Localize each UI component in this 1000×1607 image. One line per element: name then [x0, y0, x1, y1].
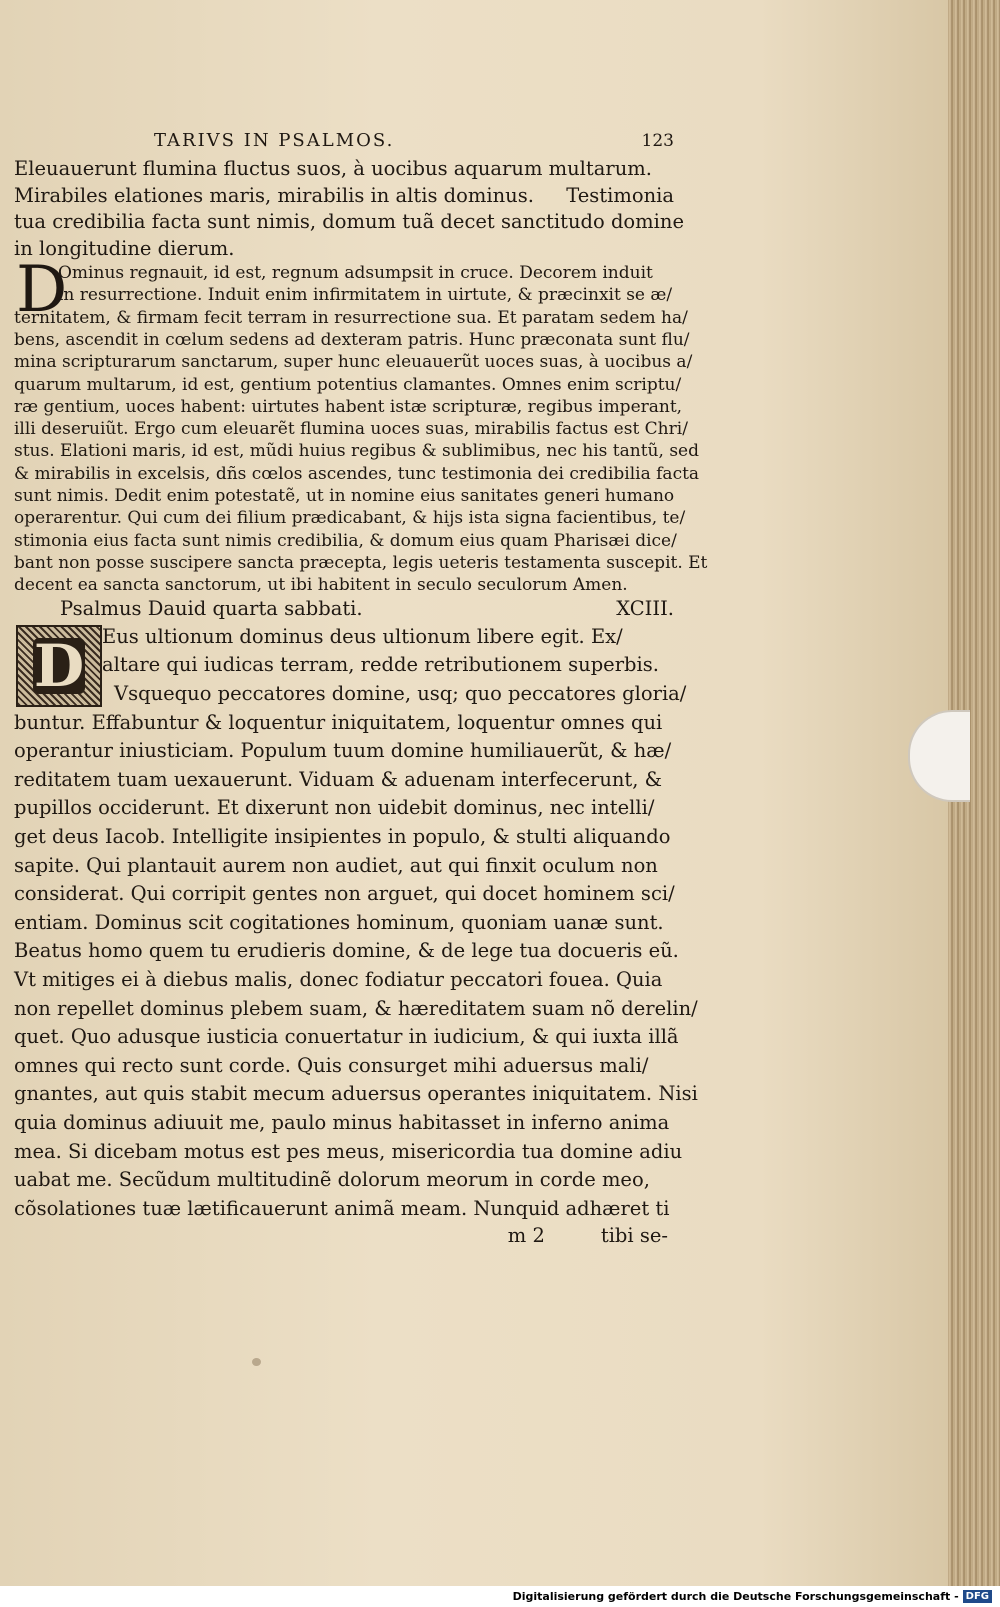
psalm-line: pupillos occiderunt. Et dixerunt non uidebit dominus, nec intelli/ [14, 796, 655, 820]
folio-number: 123 [641, 131, 674, 151]
psalm-line: reditatem tuam uexauerunt. Viduam & aduenam interfecerunt, & [14, 767, 663, 791]
paper-hole [252, 1358, 261, 1366]
commentary-line: decent ea sancta sanctorum, ut ibi habitent in seculo seculorum Amen. [14, 575, 628, 596]
commentary-line: in resurrectione. Induit enim infirmitatem in uirtute, & præcinxit se æ/ [58, 285, 673, 306]
psalm-line: gnantes, aut quis stabit mecum aduersus operantes iniquitatem. Nisi [14, 1082, 698, 1106]
psalm-line: sapite. Qui plantauit aurem non audiet, aut qui finxit oculum non [14, 853, 658, 877]
commentary-line: sunt nimis. Dedit enim potestatẽ, ut in nomine eius sanitates generi humano [14, 486, 675, 506]
catch-line [14, 1223, 674, 1249]
commentary-line: ternitatem, & firmam fecit terram in resurrectione sua. Et paratam sedem ha/ [14, 307, 688, 328]
psalm-line: uabat me. Secũdum multitudinẽ dolorum meorum in corde meo, [14, 1168, 650, 1192]
ornate-initial-letter: D [33, 631, 85, 700]
verse-line [14, 183, 674, 209]
psalm-line: altare qui iudicas terram, redde retributionem superbis. [102, 653, 659, 677]
footer-bar [0, 1586, 1000, 1607]
verse-text: Mirabiles elationes maris, mirabilis in altis dominus. [14, 183, 534, 207]
commentary-line: stimonia eius facta sunt nimis credibilia, & domum eius quam Pharisæi dice/ [14, 530, 677, 551]
verse-line [14, 209, 684, 235]
commentary-line: quarum multarum, id est, gentium potentius clamantes. Omnes enim scriptu/ [14, 374, 682, 395]
commentary-line: mina scripturarum sanctarum, super hunc eleuauerũt uoces suas, à uocibus a/ [14, 352, 693, 373]
commentary-dropcap: D [16, 253, 68, 328]
psalm-line: Beatus homo quem tu erudieris domine, & de lege tua docueris eũ. [14, 939, 679, 963]
verse-text: in longitudine dierum. [14, 236, 235, 260]
psalm-line: mea. Si dicebam motus est pes meus, misericordia tua domine adiu [14, 1139, 683, 1163]
commentary-line: & mirabilis in excelsis, dñs cœlos ascendes, tunc testimonia dei credibilia facta [14, 463, 700, 484]
psalm-line: non repellet dominus plebem suam, & hæreditatem suam nõ derelin/ [14, 996, 698, 1020]
psalm-line: entiam. Dominus scit cogitationes hominum, quoniam uanæ sunt. [14, 910, 664, 934]
psalm-line: considerat. Qui corripit gentes non arguet, qui docet hominem sci/ [14, 882, 675, 906]
psalm-heading [14, 596, 674, 622]
psalm-number: XCIII. [616, 597, 674, 621]
psalm-line: get deus Iacob. Intelligite insipientes in populo, & stulti aliquando [14, 825, 671, 849]
verse-block [14, 156, 684, 262]
commentary-line: operarentur. Qui cum dei filium prædicabant, & hijs ista signa facientibus, te/ [14, 508, 686, 529]
psalm-line: cõsolationes tuæ lætificauerunt animã meam. Nunquid adhæret ti [14, 1196, 670, 1220]
psalm-title: Psalmus Dauid quarta sabbati. [60, 597, 363, 621]
psalm-line: Vt mitiges ei à diebus malis, donec fodiatur peccatori fouea. Quia [14, 968, 663, 992]
commentary-line: bens, ascendit in cœlum sedens ad dexteram patris. Hunc præconata sunt flu/ [14, 329, 690, 350]
commentary-line: stus. Elationi maris, id est, mũdi huius regibus & sublimibus, nec his tantũ, sed [14, 441, 699, 462]
running-head [14, 128, 674, 154]
catchword: tibi se- [600, 1224, 668, 1248]
verse-line [14, 236, 674, 262]
commentary-block [14, 253, 708, 596]
psalm-block [14, 623, 698, 1223]
psalm-line: quet. Quo adusque iusticia conuertatur in iudicium, & qui iuxta illã [14, 1025, 679, 1049]
psalm-line: Eus ultionum dominus deus ultionum libere egit. Ex/ [102, 624, 623, 648]
verse-line [14, 156, 674, 182]
signature-mark: m 2 [507, 1224, 545, 1248]
commentary-line: ræ gentium, uoces habent: uirtutes habent istæ scripturæ, regibus imperant, [14, 396, 683, 417]
text-column [14, 128, 708, 1250]
ornate-initial [16, 625, 102, 707]
psalm-line: Vsquequo peccatores domine, usq; quo peccatores gloria/ [114, 682, 687, 706]
commentary-line: Ominus regnauit, id est, regnum adsumpsit in cruce. Decorem induit [58, 263, 653, 284]
psalm-line: buntur. Effabuntur & loquentur iniquitatem, loquentur omnes qui [14, 710, 663, 734]
verse-text: tua credibilia facta sunt nimis, domum tuã decet sanctitudo domine [14, 210, 684, 234]
dfg-logo: DFG [963, 1590, 992, 1603]
footer-text: Digitalisierung gefördert durch die Deutsche Forschungsgemeinschaft - [512, 1590, 959, 1603]
psalm-line: operantur iniusticiam. Populum tuum domine humiliauerũt, & hæ/ [14, 739, 672, 763]
psalm-line: omnes qui recto sunt corde. Quis consurget mihi aduersus mali/ [14, 1053, 649, 1077]
running-head-title: TARIVS IN PSALMOS. [154, 130, 395, 151]
verse-text: Eleuauerunt flumina fluctus suos, à uocibus aquarum multarum. [14, 157, 652, 181]
verse-text: Testimonia [566, 183, 674, 207]
psalm-line: quia dominus adiuuit me, paulo minus habitasset in inferno anima [14, 1110, 670, 1134]
commentary-line: illi deseruiũt. Ergo cum eleuarẽt flumina uoces suas, mirabilis factus est Chri/ [14, 419, 688, 440]
commentary-line: bant non posse suscipere sancta præcepta, legis ueteris testamenta suscepit. Et [14, 552, 708, 573]
